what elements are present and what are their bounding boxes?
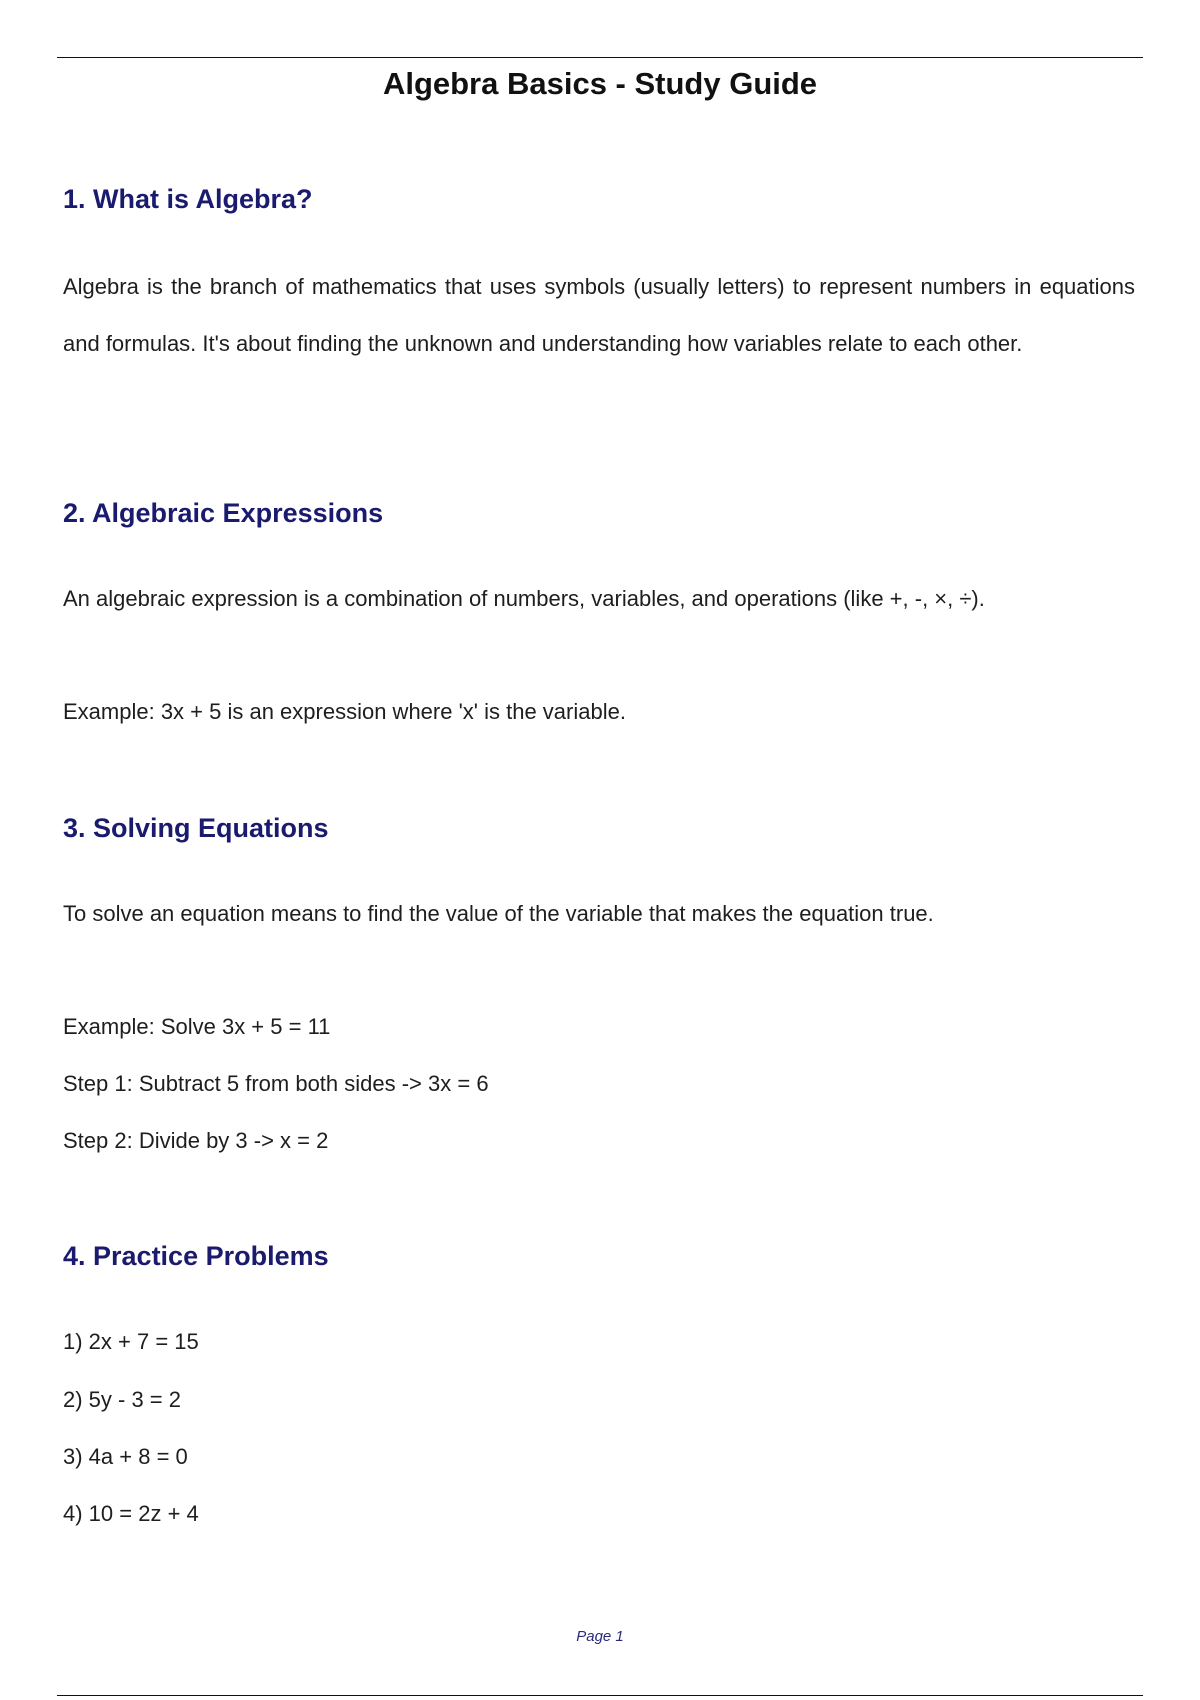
page-number: Page 1 [576, 1628, 624, 1645]
section-heading-practice-problems: 4. Practice Problems [63, 1241, 329, 1271]
section-heading-solving-equations: 3. Solving Equations [63, 813, 329, 843]
section-heading-algebraic-expressions: 2. Algebraic Expressions [63, 498, 384, 528]
practice-problem-2: 2) 5y - 3 = 2 [63, 1387, 182, 1412]
example-equation: Example: Solve 3x + 5 = 11 [63, 1014, 331, 1039]
bottom-rule [57, 1695, 1143, 1696]
practice-problem-3: 3) 4a + 8 = 0 [63, 1444, 188, 1469]
practice-problem-1: 1) 2x + 7 = 15 [63, 1329, 199, 1354]
section-paragraph-what-is-algebra: Algebra is the branch of mathematics that uses symbols (usually letters) to represent numbers in equations and formulas. It's about finding the unknown and understanding how variables relate to each other. [63, 274, 1135, 356]
top-rule [57, 57, 1143, 58]
document-title: Algebra Basics - Study Guide [382, 66, 818, 101]
section-paragraph-algebraic-expressions: An algebraic expression is a combination of numbers, variables, and operations (like +, -, ×, ÷). [63, 586, 985, 611]
section-paragraph-solving-equations: To solve an equation means to find the value of the variable that makes the equation true. [63, 901, 934, 926]
section-heading-what-is-algebra: 1. What is Algebra? [63, 184, 313, 214]
solution-step-2: Step 2: Divide by 3 -> x = 2 [63, 1128, 329, 1153]
solution-step-1: Step 1: Subtract 5 from both sides -> 3x = 6 [63, 1071, 489, 1096]
example-expression: Example: 3x + 5 is an expression where 'x' is the variable. [63, 699, 626, 724]
practice-problem-4: 4) 10 = 2z + 4 [63, 1501, 199, 1526]
